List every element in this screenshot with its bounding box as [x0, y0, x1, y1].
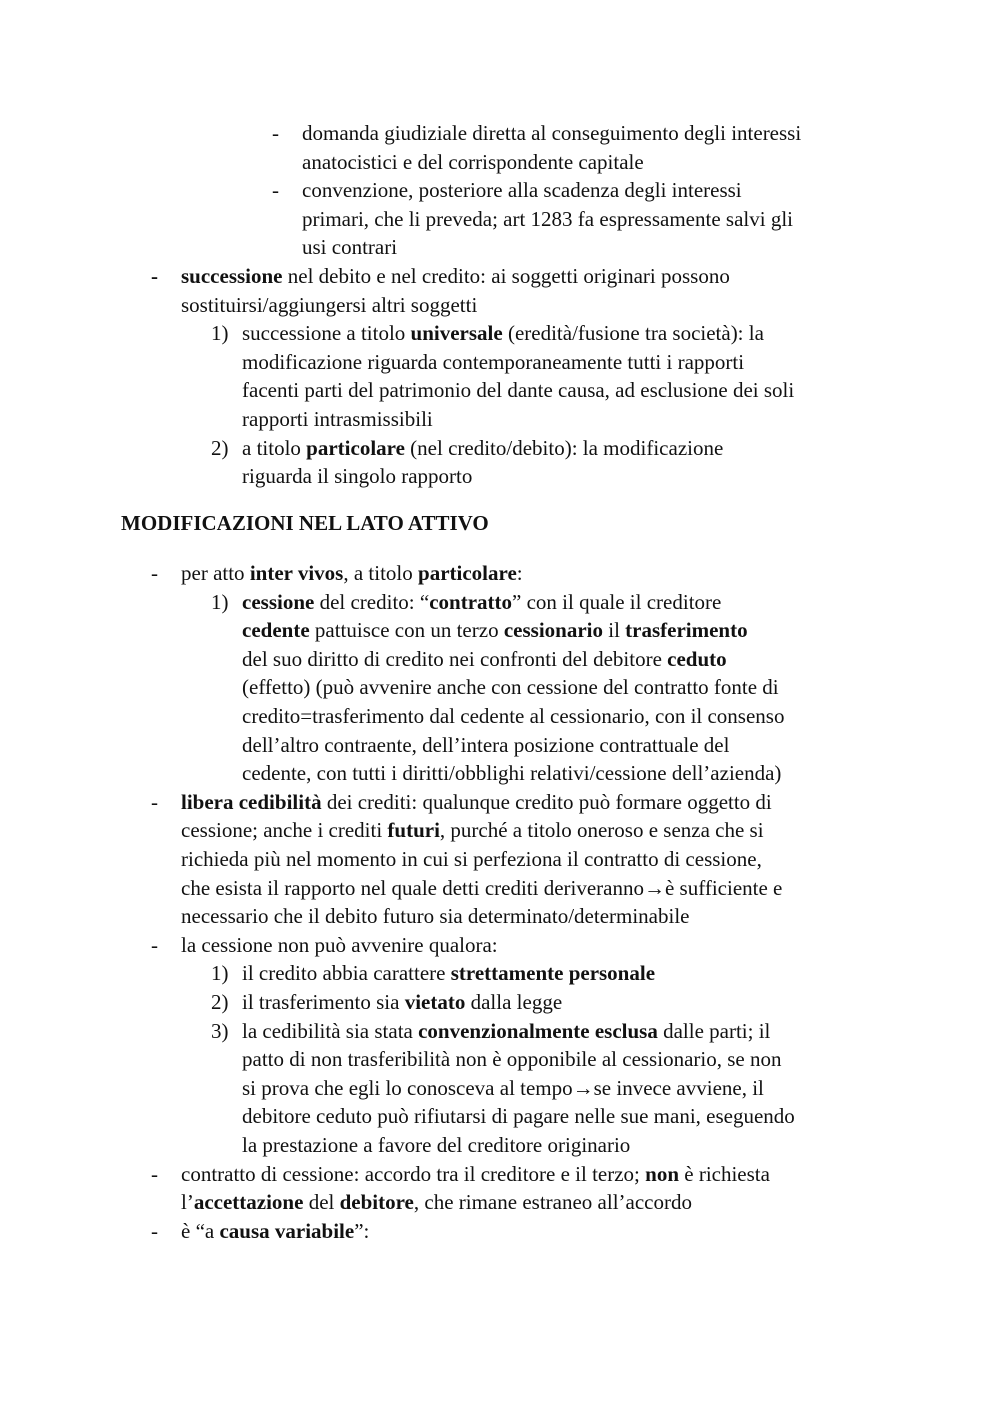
list-marker: - [151, 789, 158, 814]
list-marker: 1) [211, 961, 229, 986]
list-marker: - [272, 121, 279, 145]
list-marker: - [151, 1218, 158, 1243]
list-marker: 2) [211, 990, 229, 1014]
list-marker: - [151, 561, 158, 585]
list-marker: - [151, 932, 158, 957]
list-marker: 2) [211, 435, 229, 460]
list-marker: - [272, 178, 279, 203]
list-text: convenzione, posteriore alla scadenza degli interessi [302, 178, 742, 203]
list-marker: - [151, 264, 158, 288]
document-page: - domanda giudiziale diretta al conseguimento degli interessi anatocistici e del corrispondente capitale - convenzione, posteriore alla scadenza degli interessi primari, che li preveda; art 1283 fa espressamente salvi gli usi contrari - successione nel debito e nel credito: ai soggetti originari possono sostituirsi/aggiungersi altri soggetti 1) successione a titolo universale (eredità/fusione tra società): la modificazione riguarda contemporaneamente tutti i rapporti facenti parti del patrimonio del dante causa, ad esclusione dei soli rapporti intrasmissibili 2) a titolo particolare (nel credito/debito): la modificazione riguarda il singolo rapporto MODIFICAZIONI NEL LATO ATTIVO - per atto inter vivos, a titolo particolare: 1) cessione del credito: “contratto” con il quale il creditore cedente pattuisce con un terzo cessionario il trasferimento del suo diritto di credito nei confronti del debitore ceduto (effetto) (può avvenire anche con cessione del contratto fonte di credito=trasferimento dal cedente al cessionario, con il consenso dell’altro contraente, dell’intera posizione contrattuale del cedente, con tutti i diritti/obblighi relativi/cessione dell’azienda) - libera cedibilità dei crediti: qualunque credito può formare oggetto di cessione; anche i crediti futuri, purché a titolo oneroso e senza che si richieda più nel momento in cui si perfeziona il contratto di cessione, che esista il rapporto nel quale detti crediti deriveranno→è sufficiente e necessario che il debito futuro sia determinato/determinabile - la cessione non può avvenire qualora: 1) il credito abbia carattere strettamente personale 2) il trasferimento sia vietato dalla legge 3) la cedibilità sia stata convenzionalmente esclusa dalle parti; il patto di non trasferibilità non è opponibile al cessionario, se non si prova che egli lo conosceva al tempo→se invece avviene, il debitore ceduto può rifiutarsi di pagare nelle sue mani, eseguendo la prestazione a favore del creditore originario - contratto di cessione: accordo tra il creditore e il terzo; non è richiesta l’accettazione del debitore, che rimane estraneo all’accordo - è “a causa variabile”: [0, 0, 1000, 1413]
section-heading: MODIFICAZIONI NEL LATO ATTIVO [121, 511, 489, 535]
list-marker: 1) [211, 321, 229, 346]
list-text: domanda giudiziale diretta al conseguimento degli interessi [302, 121, 802, 145]
list-marker: 3) [211, 1018, 229, 1043]
list-marker: 1) [211, 589, 229, 614]
list-text: successione nel debito e nel credito: ai soggetti originari possono [181, 264, 730, 288]
list-marker: - [151, 1161, 158, 1186]
